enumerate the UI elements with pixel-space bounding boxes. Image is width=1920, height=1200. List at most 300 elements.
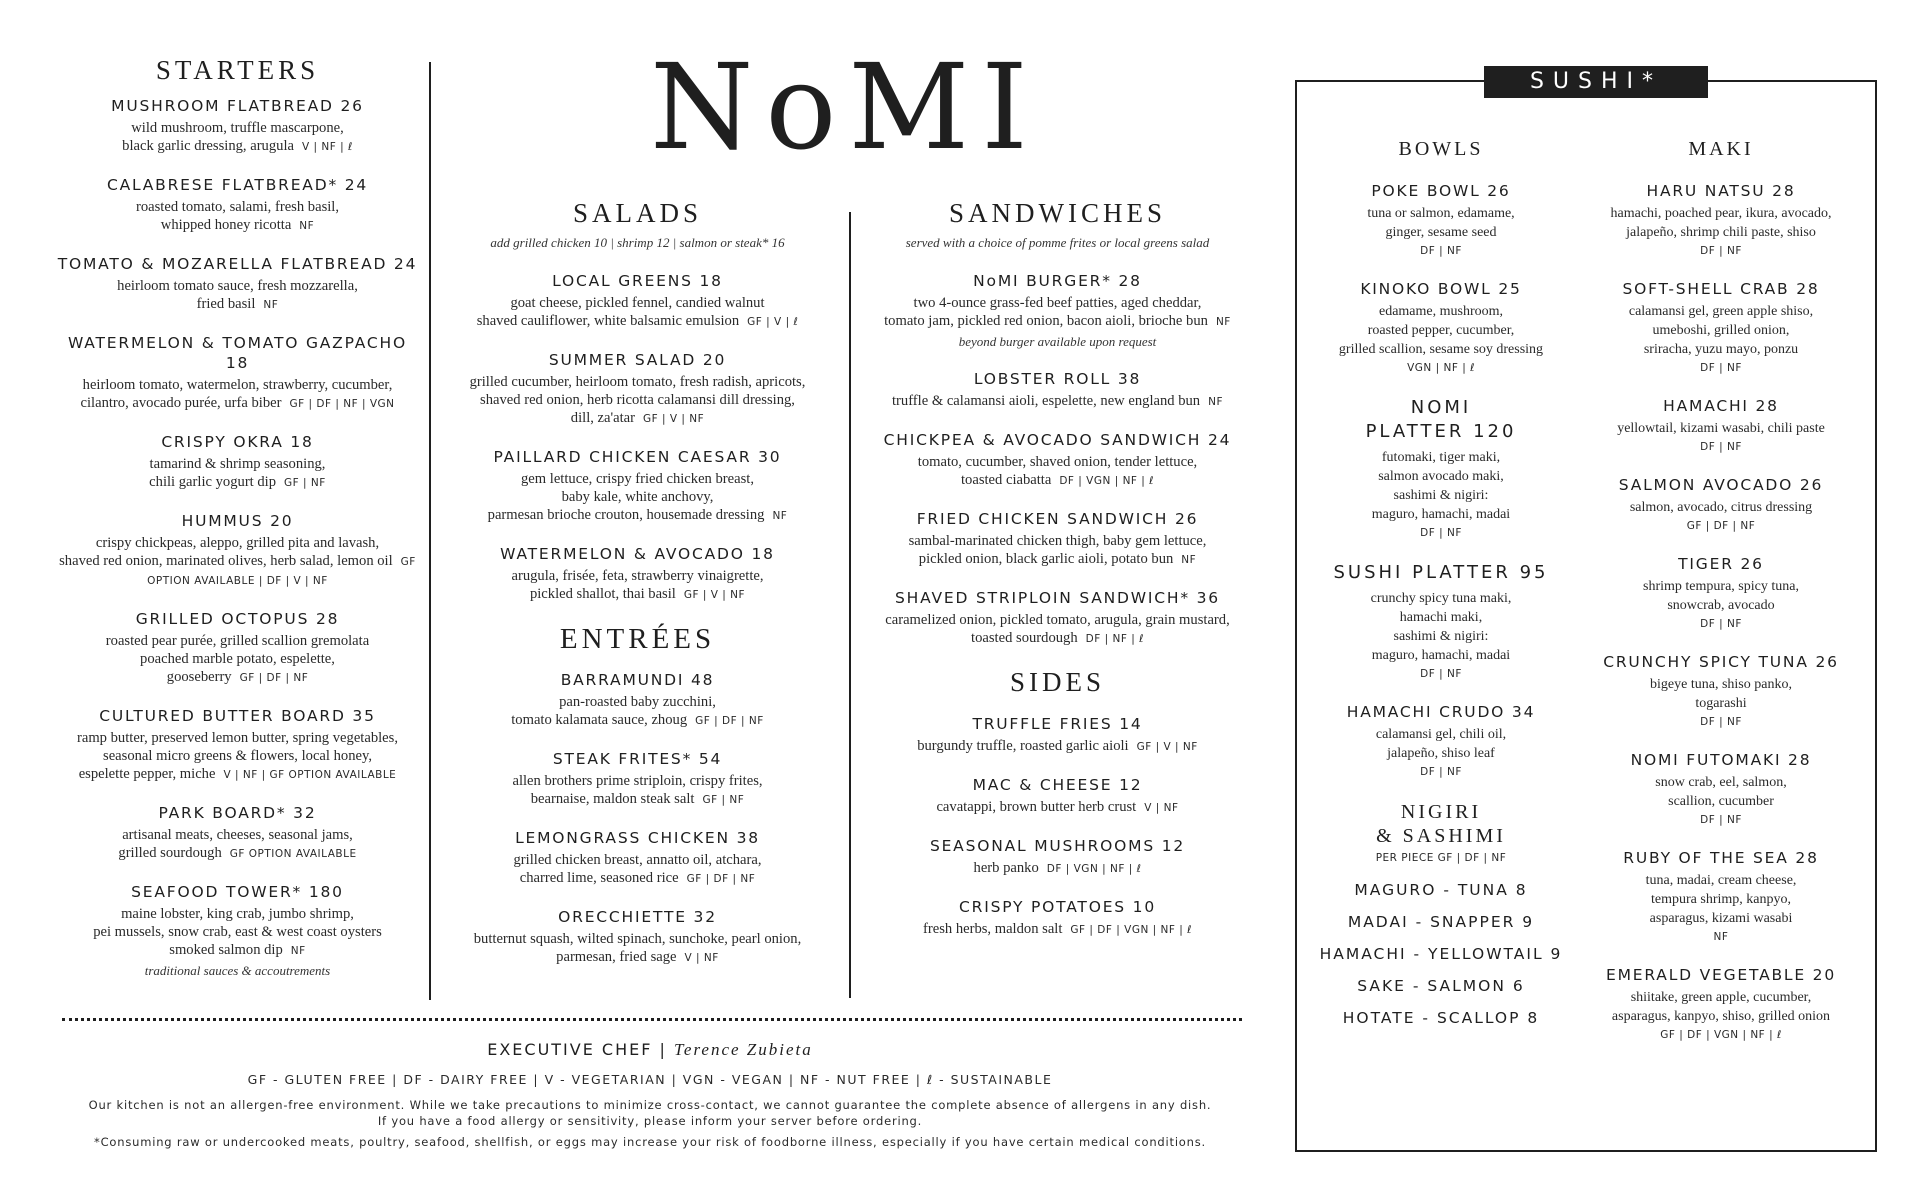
sandwiches-note: served with a choice of pomme frites or local greens salad bbox=[905, 235, 1210, 250]
desc-line-with-tags bbox=[55, 137, 420, 156]
desc-text: dill, za'atar bbox=[570, 410, 636, 426]
item-description bbox=[55, 376, 420, 413]
item-name: PARK BOARD* 32 bbox=[158, 804, 317, 822]
item-note: beyond burger available upon request bbox=[958, 334, 1157, 349]
desc-line: bigeye tuna, shiso panko, bbox=[1650, 677, 1792, 692]
item-description bbox=[55, 277, 420, 314]
desc-text: black garlic dressing, arugula bbox=[122, 138, 294, 154]
desc-line: shiitake, green apple, cucumber, bbox=[1630, 990, 1812, 1005]
menu-item-mushroom-flatbread bbox=[55, 96, 420, 156]
desc-line-with-tags bbox=[55, 552, 420, 590]
desc-line-with-tags bbox=[55, 844, 420, 863]
menu-item-seasonal-mushrooms bbox=[860, 836, 1255, 878]
disclaimer-line: If you have a food allergy or sensitivity, please inform your server before ordering. bbox=[377, 1114, 923, 1128]
item-name: FRIED CHICKEN SANDWICH 26 bbox=[916, 510, 1199, 528]
item-name: TRUFFLE FRIES 14 bbox=[972, 715, 1143, 733]
sushi-maki-column bbox=[1582, 138, 1860, 1063]
platter-name bbox=[1310, 561, 1572, 585]
menu-item-fried-chicken-sandwich bbox=[860, 509, 1255, 569]
diet-tags: V | NF bbox=[684, 952, 719, 964]
salads-add-on-note: add grilled chicken 10 | shrimp 12 | salmon or steak* 16 bbox=[490, 235, 785, 250]
entrees-list bbox=[440, 670, 835, 967]
desc-line: pan-roasted baby zucchini, bbox=[559, 694, 716, 710]
desc-line-with-tags bbox=[55, 216, 420, 235]
desc-line: tempura shrimp, kanpyo, bbox=[1651, 892, 1791, 907]
desc-text: bearnaise, maldon steak salt bbox=[530, 791, 695, 807]
desc-line: butternut squash, wilted spinach, sunchoke, pearl onion, bbox=[473, 931, 802, 947]
item-name: WATERMELON & AVOCADO 18 bbox=[500, 545, 775, 563]
diet-tags: DF | NF bbox=[1700, 245, 1742, 257]
desc-line: roasted tomato, salami, fresh basil, bbox=[135, 199, 340, 215]
desc-line-with-tags bbox=[860, 798, 1255, 817]
item-name: BARRAMUNDI 48 bbox=[560, 671, 715, 689]
item-name: RUBY OF THE SEA 28 bbox=[1623, 849, 1819, 867]
item-name: KINOKO BOWL 25 bbox=[1360, 280, 1522, 298]
item-description bbox=[440, 373, 835, 428]
diet-tags: V | NF bbox=[1144, 802, 1179, 814]
desc-line-with-tags bbox=[440, 409, 835, 428]
desc-text: shaved cauliflower, white balsamic emulsion bbox=[476, 313, 740, 329]
item-name: ORECCHIETTE 32 bbox=[558, 908, 717, 926]
desc-line: shrimp tempura, spicy tuna, bbox=[1643, 579, 1799, 594]
desc-line: snowcrab, avocado bbox=[1667, 598, 1775, 613]
section-title: ENTRÉES bbox=[559, 623, 716, 655]
desc-line: heirloom tomato sauce, fresh mozzarella, bbox=[117, 278, 358, 294]
item-name: MAC & CHEESE 12 bbox=[972, 776, 1143, 794]
item-description bbox=[1582, 871, 1860, 928]
diet-tags: VGN | NF | ℓ bbox=[1407, 362, 1475, 374]
item-name: SOFT-SHELL CRAB 28 bbox=[1622, 280, 1820, 298]
item-description bbox=[860, 532, 1255, 569]
menu-footer bbox=[55, 1040, 1245, 1149]
consumption-warning: *Consuming raw or undercooked meats, poultry, seafood, shellfish, or eggs may increase your risk of foodborne illness, especially if you have certain medical conditions. bbox=[94, 1135, 1206, 1149]
item-description bbox=[1310, 589, 1572, 665]
desc-line-with-tags bbox=[860, 550, 1255, 569]
item-description bbox=[1582, 302, 1860, 359]
title-line: SUSHI PLATTER 95 bbox=[1333, 562, 1549, 583]
diet-tags: GF | NF bbox=[284, 477, 326, 489]
item-description bbox=[440, 693, 835, 730]
item-description bbox=[440, 294, 835, 331]
desc-line-with-tags bbox=[860, 471, 1255, 490]
diet-tags: DF | NF bbox=[1420, 668, 1462, 680]
item-description bbox=[55, 729, 420, 784]
menu-item-seafood-tower bbox=[55, 882, 420, 979]
menu-item-cultured-butter-board bbox=[55, 706, 420, 784]
title-line: NOMI bbox=[1410, 397, 1472, 418]
desc-line: poached marble potato, espelette, bbox=[140, 651, 335, 667]
menu-item-lemongrass-chicken bbox=[440, 828, 835, 888]
desc-text: pickled shallot, thai basil bbox=[529, 586, 676, 602]
allergen-disclaimer bbox=[55, 1097, 1245, 1129]
desc-line: artisanal meats, cheeses, seasonal jams, bbox=[122, 827, 353, 843]
desc-line: hamachi maki, bbox=[1399, 610, 1483, 625]
menu-item-steak-frites bbox=[440, 749, 835, 809]
title-line: PLATTER 120 bbox=[1365, 421, 1517, 442]
diet-legend: GF - GLUTEN FREE | DF - DAIRY FREE | V - VEGETARIAN | VGN - VEGAN | NF - NUT FREE | ℓ - SUSTAINABLE bbox=[247, 1072, 1053, 1087]
diet-tags: NF bbox=[1215, 316, 1231, 328]
menu-item-hamachi bbox=[1582, 396, 1860, 453]
diet-tags: NF bbox=[772, 510, 788, 522]
item-name: GRILLED OCTOPUS 28 bbox=[135, 610, 340, 628]
menu-item-park-board bbox=[55, 803, 420, 863]
desc-line: grilled scallion, sesame soy dressing bbox=[1338, 342, 1544, 357]
item-name: TOMATO & MOZARELLA FLATBREAD 24 bbox=[57, 255, 418, 273]
desc-line-with-tags bbox=[440, 948, 835, 967]
desc-line: salmon, avocado, citrus dressing bbox=[1629, 500, 1813, 515]
menu-item-local-greens bbox=[440, 271, 835, 331]
desc-text: chili garlic yogurt dip bbox=[149, 474, 277, 490]
maki-list bbox=[1582, 181, 1860, 1041]
item-description bbox=[55, 198, 420, 235]
menu-item-hamachi-crudo bbox=[1310, 702, 1572, 778]
menu-item-crispy-potatoes bbox=[860, 897, 1255, 939]
desc-line: jalapeño, shrimp chili paste, shiso bbox=[1626, 225, 1816, 240]
desc-line: gem lettuce, crispy fried chicken breast, bbox=[521, 471, 754, 487]
item-name: NOMI FUTOMAKI 28 bbox=[1630, 751, 1812, 769]
divider-starters bbox=[429, 62, 431, 1000]
desc-line: tuna or salmon, edamame, bbox=[1367, 206, 1515, 221]
nigiri-per-piece: PER PIECE GF | DF | NF bbox=[1375, 852, 1507, 864]
desc-line: futomaki, tiger maki, bbox=[1381, 450, 1501, 465]
desc-line: umeboshi, grilled onion, bbox=[1652, 323, 1790, 338]
section-title: STARTERS bbox=[155, 55, 320, 85]
menu-item-tomato-mozarella-flatbread bbox=[55, 254, 420, 314]
diet-tags: GF | DF | VGN | NF | ℓ bbox=[1660, 1029, 1782, 1041]
divider-salads bbox=[849, 212, 851, 998]
menu-item-shaved-striploin-sandwich bbox=[860, 588, 1255, 648]
item-description bbox=[860, 611, 1255, 648]
desc-line: salmon avocado maki, bbox=[1378, 469, 1504, 484]
item-description bbox=[440, 851, 835, 888]
desc-line: pei mussels, snow crab, east & west coast oysters bbox=[93, 924, 382, 940]
starters-list bbox=[55, 96, 420, 979]
desc-line: shaved red onion, herb ricotta calamansi dill dressing, bbox=[480, 392, 795, 408]
item-description bbox=[55, 455, 420, 492]
desc-line: allen brothers prime striploin, crispy frites, bbox=[512, 773, 763, 789]
desc-line: crunchy spicy tuna maki, bbox=[1370, 591, 1512, 606]
title-line: NIGIRI bbox=[1400, 801, 1482, 823]
diet-tags: NF bbox=[1181, 554, 1197, 566]
desc-line: hamachi, poached pear, ikura, avocado, bbox=[1610, 206, 1832, 221]
menu-item-poke-bowl bbox=[1310, 181, 1572, 257]
nigiri-list bbox=[1310, 874, 1572, 1034]
item-description bbox=[1582, 988, 1860, 1026]
desc-line: tamarind & shrimp seasoning, bbox=[149, 456, 326, 472]
desc-text: gooseberry bbox=[166, 669, 232, 685]
starters-section bbox=[55, 55, 420, 998]
menu-item-barramundi bbox=[440, 670, 835, 730]
desc-text: cavatappi, brown butter herb crust bbox=[936, 799, 1137, 815]
item-description bbox=[1582, 675, 1860, 713]
desc-text: fried basil bbox=[196, 296, 256, 312]
item-description bbox=[55, 119, 420, 156]
desc-text: whipped honey ricotta bbox=[160, 217, 292, 233]
diet-tags: V | NF | ℓ bbox=[301, 141, 353, 153]
section-title: SANDWICHES bbox=[948, 198, 1166, 228]
diet-tags: DF | NF bbox=[1420, 766, 1462, 778]
menu-item-nomi-futomaki bbox=[1582, 750, 1860, 826]
desc-line: crispy chickpeas, aleppo, grilled pita and lavash, bbox=[95, 535, 380, 551]
diet-tags: DF | VGN | NF | ℓ bbox=[1046, 863, 1142, 875]
desc-line: grilled cucumber, heirloom tomato, fresh radish, apricots, bbox=[469, 374, 806, 390]
desc-line-with-tags bbox=[55, 765, 420, 784]
desc-line-with-tags bbox=[55, 668, 420, 687]
item-name: LOCAL GREENS 18 bbox=[552, 272, 723, 290]
desc-text: shaved red onion, marinated olives, herb salad, lemon oil bbox=[59, 553, 393, 569]
title-line: & SASHIMI bbox=[1376, 825, 1506, 847]
desc-text: tomato kalamata sauce, zhoug bbox=[511, 712, 688, 728]
item-name: SEASONAL MUSHROOMS 12 bbox=[929, 837, 1186, 855]
desc-text: parmesan brioche crouton, housemade dressing bbox=[487, 507, 765, 523]
item-name: CRISPY POTATOES 10 bbox=[959, 898, 1156, 916]
sandwiches-sides-column bbox=[860, 198, 1255, 958]
item-name: SALMON AVOCADO 26 bbox=[1618, 476, 1824, 494]
menu-item-orecchiette bbox=[440, 907, 835, 967]
item-description bbox=[1310, 204, 1572, 242]
diet-tags: DF | NF bbox=[1700, 362, 1742, 374]
item-note: traditional sauces & accoutrements bbox=[144, 963, 331, 978]
menu-item-crispy-okra bbox=[55, 432, 420, 492]
sides-list bbox=[860, 714, 1255, 939]
desc-line: sambal-marinated chicken thigh, baby gem lettuce, bbox=[908, 533, 1207, 549]
menu-item-lobster-roll bbox=[860, 369, 1255, 411]
desc-line-with-tags bbox=[440, 585, 835, 604]
salads-list bbox=[440, 271, 835, 604]
menu-item-ruby-of-the-sea bbox=[1582, 848, 1860, 943]
item-description bbox=[860, 392, 1255, 411]
desc-line: roasted pear purée, grilled scallion gremolata bbox=[105, 633, 370, 649]
diet-tags: GF | V | ℓ bbox=[747, 316, 799, 328]
menu-item-watermelon-avocado bbox=[440, 544, 835, 604]
menu-item-watermelon-tomato-gazpacho bbox=[55, 333, 420, 413]
sushi-banner: SUSHI* bbox=[1484, 66, 1708, 98]
desc-line: maine lobster, king crab, jumbo shrimp, bbox=[121, 906, 354, 922]
desc-line: seasonal micro greens & flowers, local honey, bbox=[103, 748, 372, 764]
desc-text: burgundy truffle, roasted garlic aioli bbox=[917, 738, 1129, 754]
desc-line: sashimi & nigiri: bbox=[1393, 488, 1489, 503]
desc-line: sashimi & nigiri: bbox=[1393, 629, 1489, 644]
sandwiches-list bbox=[860, 271, 1255, 648]
diet-tags: DF | NF | ℓ bbox=[1085, 633, 1144, 645]
item-name: HARU NATSU 28 bbox=[1646, 182, 1796, 200]
desc-line: two 4-ounce grass-fed beef patties, aged cheddar, bbox=[913, 295, 1202, 311]
item-description bbox=[55, 632, 420, 687]
item-name: POKE BOWL 26 bbox=[1371, 182, 1511, 200]
disclaimer-line: Our kitchen is not an allergen-free environment. While we take precautions to minimize cross-contact, we cannot guarantee the complete absence of allergens in any dish. bbox=[88, 1098, 1212, 1112]
diet-tags: GF | DF | NF bbox=[1686, 520, 1756, 532]
nigiri-item: MADAI - SNAPPER 9 bbox=[1347, 913, 1535, 931]
nigiri-item: HAMACHI - YELLOWTAIL 9 bbox=[1319, 945, 1563, 963]
item-description bbox=[440, 930, 835, 967]
item-description bbox=[860, 920, 1255, 939]
diet-tags: DF | NF bbox=[1420, 527, 1462, 539]
maki-title: MAKI bbox=[1688, 138, 1754, 160]
diet-tags: NF bbox=[263, 299, 279, 311]
desc-line-with-tags bbox=[860, 629, 1255, 648]
desc-line: maguro, hamachi, madai bbox=[1371, 648, 1511, 663]
diet-tags: DF | NF bbox=[1700, 716, 1742, 728]
desc-text: grilled sourdough bbox=[118, 845, 222, 861]
item-description bbox=[55, 905, 420, 960]
item-description bbox=[860, 294, 1255, 331]
desc-line-with-tags bbox=[440, 869, 835, 888]
menu-item-platter bbox=[1310, 396, 1572, 539]
diet-tags: GF | DF | VGN | NF | ℓ bbox=[1070, 924, 1192, 936]
desc-line: heirloom tomato, watermelon, strawberry, cucumber, bbox=[82, 377, 393, 393]
desc-text: parmesan, fried sage bbox=[556, 949, 677, 965]
desc-line-with-tags bbox=[440, 790, 835, 809]
diet-tags: NF bbox=[1713, 931, 1729, 943]
diet-tags: GF OPTION AVAILABLE | DF | V | NF bbox=[147, 556, 416, 587]
section-title: SIDES bbox=[1009, 667, 1105, 697]
nigiri-item: HOTATE - SCALLOP 8 bbox=[1342, 1009, 1540, 1027]
menu-item-calabrese-flatbread bbox=[55, 175, 420, 235]
item-description bbox=[1582, 577, 1860, 615]
item-name: CRUNCHY SPICY TUNA 26 bbox=[1603, 653, 1839, 671]
nigiri-item: MAGURO - TUNA 8 bbox=[1354, 881, 1528, 899]
nigiri-item: SAKE - SALMON 6 bbox=[1357, 977, 1525, 995]
item-name: PAILLARD CHICKEN CAESAR 30 bbox=[493, 448, 782, 466]
item-name: CRISPY OKRA 18 bbox=[161, 433, 314, 451]
desc-line: ramp butter, preserved lemon butter, spring vegetables, bbox=[76, 730, 398, 746]
desc-line: scallion, cucumber bbox=[1668, 794, 1774, 809]
item-description bbox=[860, 859, 1255, 878]
desc-line: togarashi bbox=[1695, 696, 1747, 711]
item-name: LEMONGRASS CHICKEN 38 bbox=[515, 829, 760, 847]
desc-line: wild mushroom, truffle mascarpone, bbox=[131, 120, 344, 136]
restaurant-logo: NoMI bbox=[650, 38, 1040, 176]
desc-line: goat cheese, pickled fennel, candied walnut bbox=[510, 295, 765, 311]
nigiri-section bbox=[1310, 800, 1572, 1034]
sushi-bowls-column bbox=[1310, 138, 1572, 1034]
desc-text: espelette pepper, miche bbox=[78, 766, 216, 782]
desc-line: sriracha, yuzu mayo, ponzu bbox=[1643, 342, 1799, 357]
item-description bbox=[55, 826, 420, 863]
item-description bbox=[440, 470, 835, 525]
item-description bbox=[1582, 419, 1860, 438]
item-name: HUMMUS 20 bbox=[181, 512, 294, 530]
diet-tags: GF OPTION AVAILABLE bbox=[229, 848, 357, 860]
item-description bbox=[860, 737, 1255, 756]
diet-tags: NF bbox=[299, 220, 315, 232]
desc-line: edamame, mushroom, bbox=[1378, 304, 1504, 319]
desc-line-with-tags bbox=[55, 473, 420, 492]
desc-line-with-tags bbox=[860, 859, 1255, 878]
item-name: CHICKPEA & AVOCADO SANDWICH 24 bbox=[883, 431, 1232, 449]
item-name: LOBSTER ROLL 38 bbox=[973, 370, 1142, 388]
desc-line: calamansi gel, chili oil, bbox=[1375, 727, 1507, 742]
nigiri-title bbox=[1310, 800, 1572, 848]
desc-line-with-tags bbox=[860, 312, 1255, 331]
desc-line: yellowtail, kizami wasabi, chili paste bbox=[1617, 421, 1825, 436]
desc-line: tuna, madai, cream cheese, bbox=[1645, 873, 1797, 888]
diet-tags: GF | V | NF bbox=[643, 413, 705, 425]
item-description bbox=[55, 534, 420, 590]
menu-item-summer-salad bbox=[440, 350, 835, 428]
diet-tags: V | NF | GF OPTION AVAILABLE bbox=[223, 769, 397, 781]
desc-text: cilantro, avocado purée, urfa biber bbox=[80, 395, 282, 411]
item-name: HAMACHI 28 bbox=[1663, 397, 1779, 415]
diet-tags: DF | NF bbox=[1700, 814, 1742, 826]
bowls-title: BOWLS bbox=[1398, 138, 1484, 160]
desc-text: toasted ciabatta bbox=[960, 472, 1052, 488]
desc-line: calamansi gel, green apple shiso, bbox=[1628, 304, 1814, 319]
item-description bbox=[860, 798, 1255, 817]
desc-text: charred lime, seasoned rice bbox=[519, 870, 679, 886]
item-description bbox=[1582, 204, 1860, 242]
desc-line: grilled chicken breast, annatto oil, atchara, bbox=[513, 852, 762, 868]
diet-tags: DF | VGN | NF | ℓ bbox=[1059, 475, 1155, 487]
desc-line: tomato, cucumber, shaved onion, tender lettuce, bbox=[917, 454, 1198, 470]
menu-item-grilled-octopus bbox=[55, 609, 420, 687]
desc-line: snow crab, eel, salmon, bbox=[1655, 775, 1787, 790]
desc-line-with-tags bbox=[860, 737, 1255, 756]
desc-line: arugula, frisée, feta, strawberry vinaigrette, bbox=[511, 568, 764, 584]
desc-line-with-tags bbox=[860, 920, 1255, 939]
desc-line: maguro, hamachi, madai bbox=[1371, 507, 1511, 522]
menu-item-haru-natsu bbox=[1582, 181, 1860, 257]
item-description bbox=[1310, 302, 1572, 359]
diet-tags: GF | DF | NF bbox=[695, 715, 764, 727]
salads-entrees-column bbox=[440, 198, 835, 986]
item-name: EMERALD VEGETABLE 20 bbox=[1606, 966, 1836, 984]
item-name: CULTURED BUTTER BOARD 35 bbox=[99, 707, 376, 725]
chef-label: EXECUTIVE CHEF | bbox=[487, 1040, 667, 1059]
item-name: SUMMER SALAD 20 bbox=[548, 351, 727, 369]
item-description bbox=[440, 772, 835, 809]
menu-item-paillard-chicken-caesar bbox=[440, 447, 835, 525]
dotted-divider bbox=[62, 1018, 1242, 1021]
item-name: SHAVED STRIPLOIN SANDWICH* 36 bbox=[895, 589, 1220, 607]
desc-line-with-tags bbox=[55, 394, 420, 413]
item-description bbox=[1582, 773, 1860, 811]
desc-text: fresh herbs, maldon salt bbox=[923, 921, 1063, 937]
desc-line-with-tags bbox=[440, 312, 835, 331]
item-name: WATERMELON & TOMATO GAZPACHO 18 bbox=[68, 334, 407, 372]
desc-line: baby kale, white anchovy, bbox=[561, 489, 714, 505]
desc-text: toasted sourdough bbox=[971, 630, 1078, 646]
desc-line: roasted pepper, cucumber, bbox=[1367, 323, 1515, 338]
desc-text: smoked salmon dip bbox=[169, 942, 283, 958]
menu-item-hummus bbox=[55, 511, 420, 590]
menu-item-nomi-burger bbox=[860, 271, 1255, 350]
diet-tags: NF bbox=[290, 945, 306, 957]
desc-line: asparagus, kizami wasabi bbox=[1649, 911, 1793, 926]
desc-text: pickled onion, black garlic aioli, potato bun bbox=[918, 551, 1174, 567]
diet-tags: GF | DF | NF bbox=[686, 873, 756, 885]
item-name: HAMACHI CRUDO 34 bbox=[1346, 703, 1536, 721]
menu-item-emerald-vegetable bbox=[1582, 965, 1860, 1041]
menu-item-kinoko-bowl bbox=[1310, 279, 1572, 374]
diet-tags: NF bbox=[1208, 396, 1224, 408]
diet-tags: DF | NF bbox=[1700, 618, 1742, 630]
menu-item-mac-cheese bbox=[860, 775, 1255, 817]
desc-line-with-tags bbox=[440, 711, 835, 730]
item-name: TIGER 26 bbox=[1678, 555, 1764, 573]
desc-line-with-tags bbox=[55, 295, 420, 314]
menu-item-platter bbox=[1310, 561, 1572, 680]
item-description bbox=[440, 567, 835, 604]
desc-line-with-tags bbox=[55, 941, 420, 960]
desc-line-with-tags bbox=[860, 392, 1255, 411]
desc-text: tomato jam, pickled red onion, bacon aioli, brioche bun bbox=[884, 313, 1208, 329]
chef-name: Terence Zubieta bbox=[674, 1040, 813, 1059]
item-name: SEAFOOD TOWER* 180 bbox=[131, 883, 344, 901]
item-description bbox=[1310, 448, 1572, 524]
desc-text: truffle & calamansi aioli, espelette, new england bun bbox=[891, 393, 1201, 409]
executive-chef bbox=[55, 1040, 1245, 1060]
